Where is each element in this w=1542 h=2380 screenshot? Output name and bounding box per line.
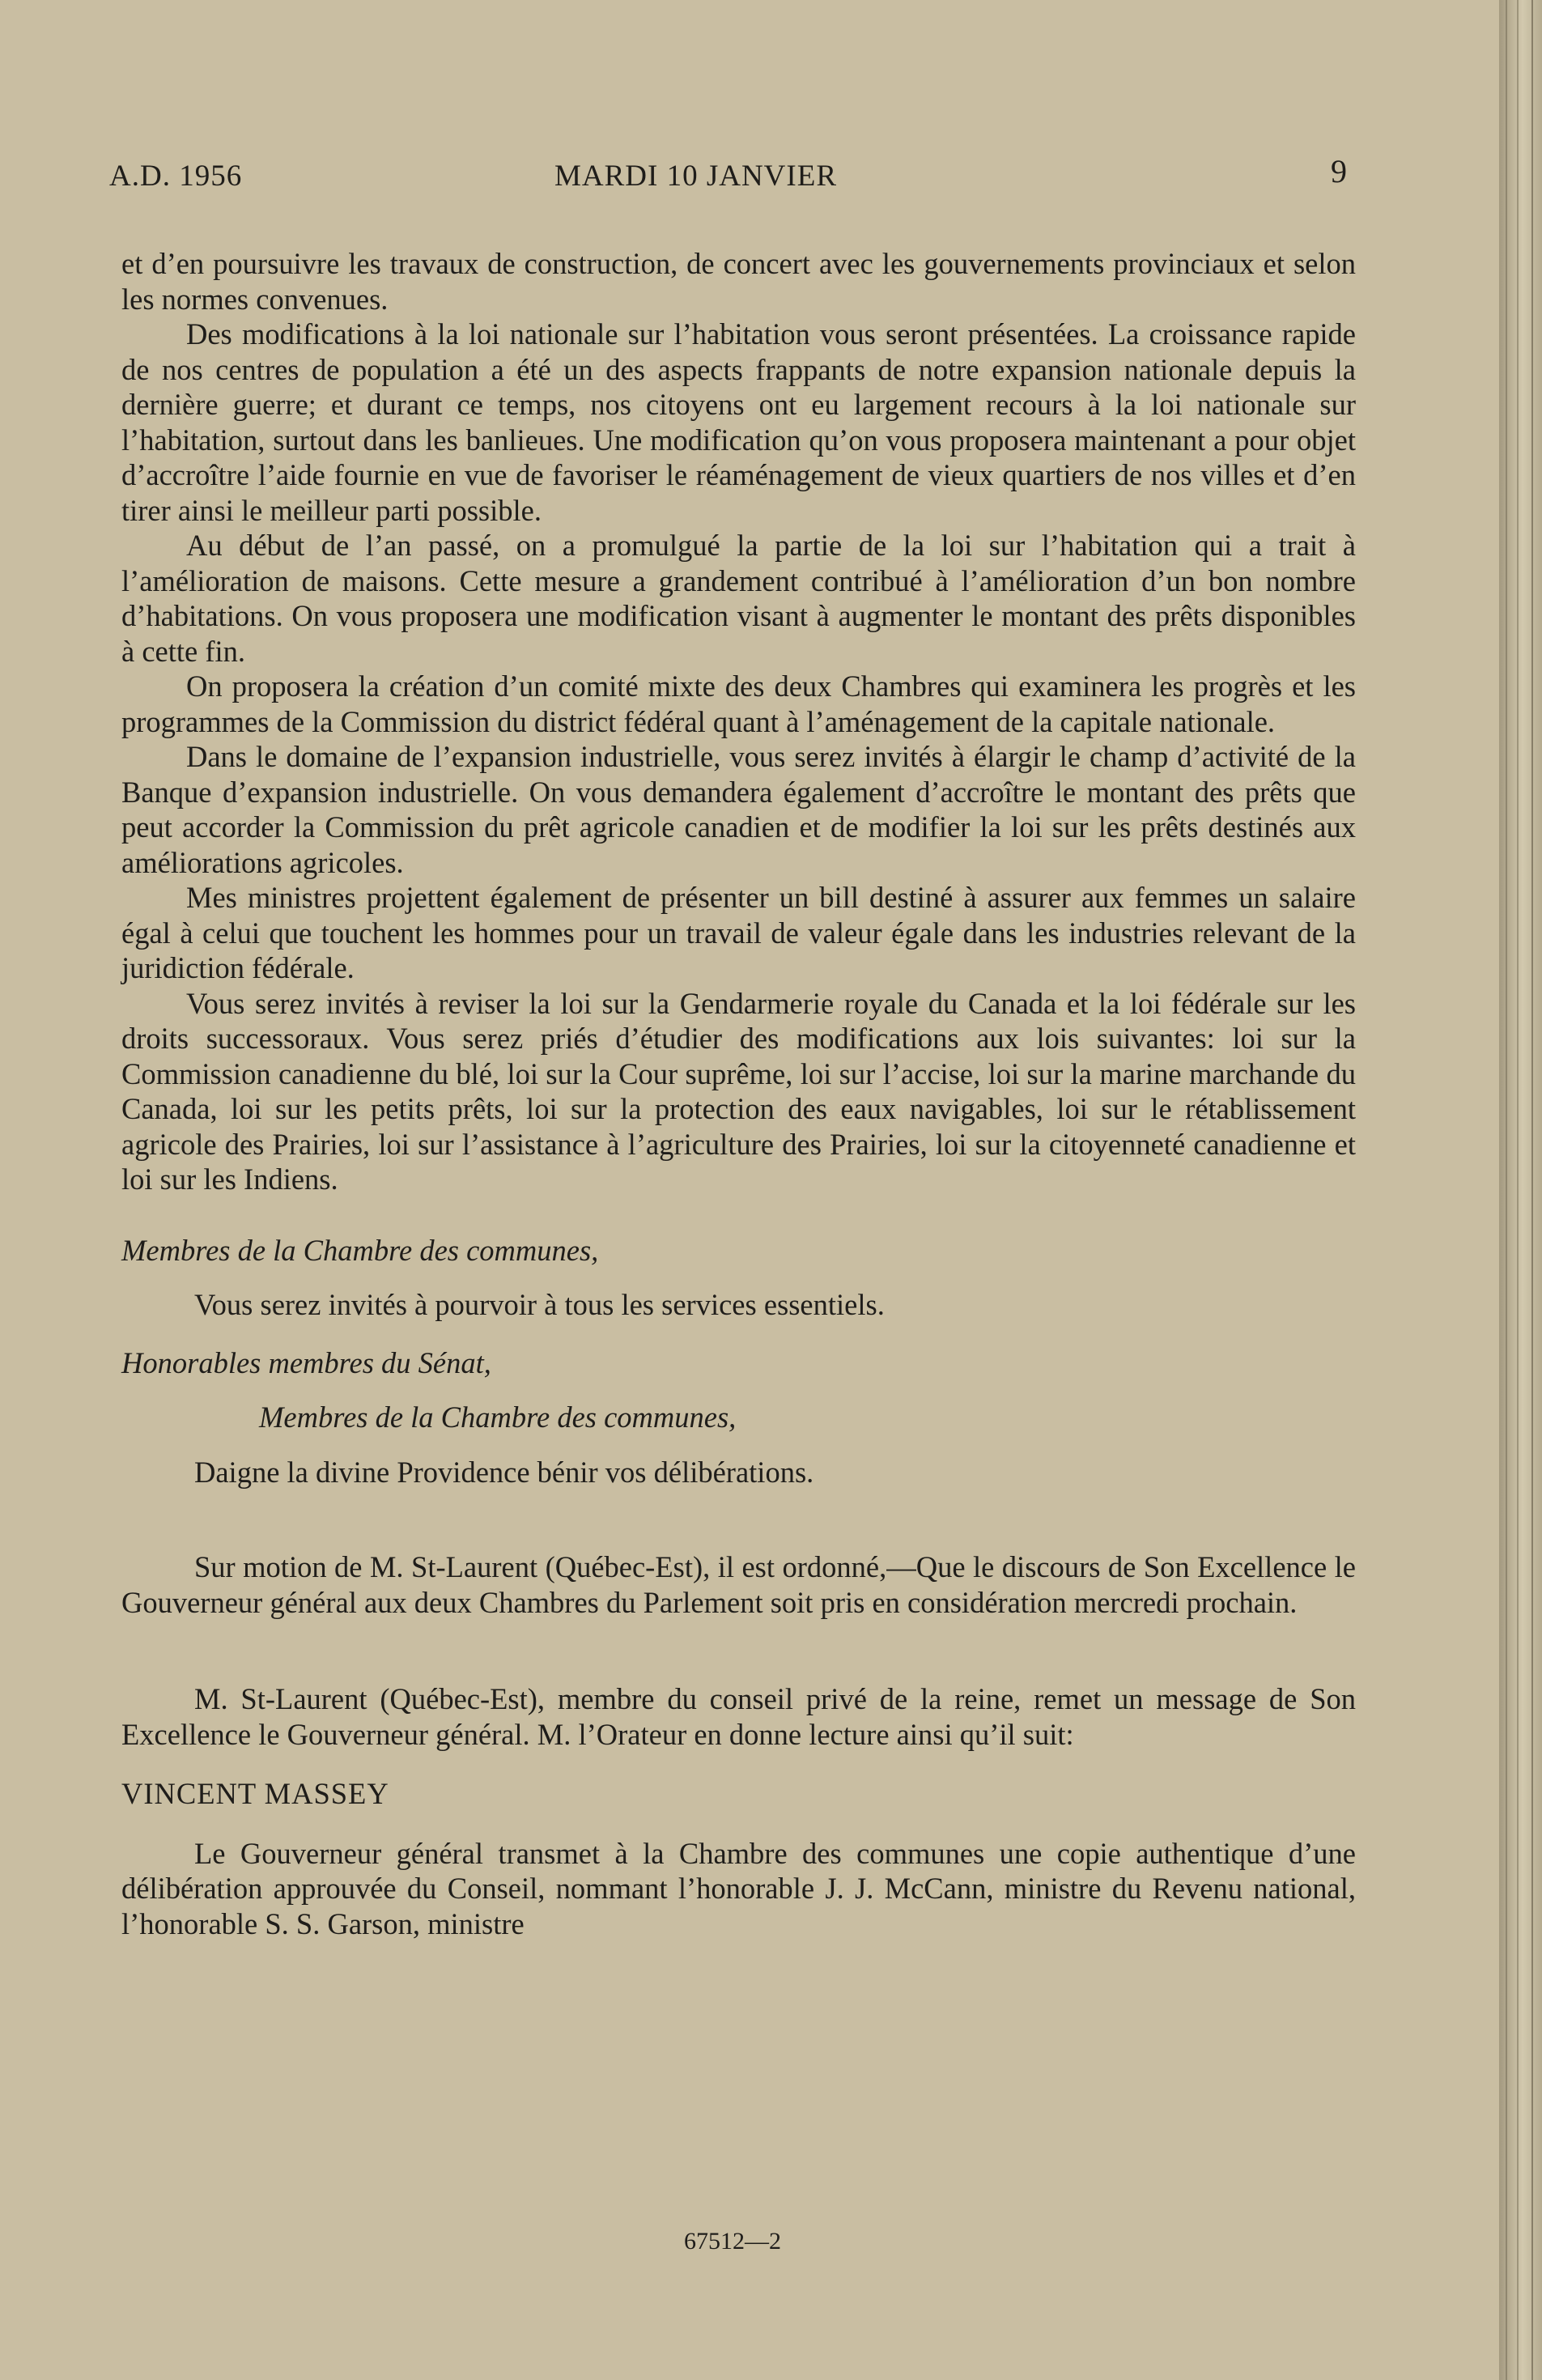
address-services: Vous serez invités à pourvoir à tous les services essentiels.	[194, 1288, 885, 1321]
page-header	[109, 153, 1348, 199]
page-number: 9	[1331, 153, 1348, 189]
motion-paragraph: Sur motion de M. St-Laurent (Québec-Est), il est ordonné,—Que le discours de Son Excellence le Gouverneur général aux deux Chambres du Parlement soit pris en considération mercredi prochain.	[121, 1550, 1356, 1619]
paragraph-housing: Des modifications à la loi nationale sur l’habitation vous seront présentées. La croissance rapide de nos centres de population a été un des aspects frappants de notre expansion nationale depuis la dernière guerre; et durant ce temps, nos citoyens ont eu largement recours à la loi nationale sur l’habitation, surtout dans les banlieues. Une modification qu’on vous proposera maintenant a pour objet d’accroître l’aide fournie en vue de favoriser le réaménagement de vieux quartiers de nos villes et d’en tirer ainsi le meilleur parti possible.	[121, 317, 1356, 527]
address-commons-2: Membres de la Chambre des communes,	[259, 1400, 737, 1434]
address-commons-1: Membres de la Chambre des communes,	[121, 1233, 599, 1267]
paragraph-home-improvement: Au début de l’an passé, on a promulgué la partie de la loi sur l’habitation qui a trait à l’amélioration de maisons. Cette mesure a grandement contribué à l’amélioration d’un bon nombre d’habitations. On vous proposera une modification visant à augmenter le montant des prêts disponibles à cette fin.	[121, 529, 1356, 668]
footer-signature-mark: 67512—2	[684, 2228, 781, 2255]
paragraph-joint-committee: On proposera la création d’un comité mixte des deux Chambres qui examinera les progrès et les programmes de la Commission du district fédéral quant à l’aménagement de la capitale nationale.	[121, 669, 1356, 738]
header-date: MARDI 10 JANVIER	[554, 159, 837, 193]
paragraph-continued: et d’en poursuivre les travaux de construction, de concert avec les gouvernements provinciaux et selon les normes convenues.	[121, 247, 1356, 316]
address-providence: Daigne la divine Providence bénir vos délibérations.	[194, 1455, 814, 1489]
paragraph-equal-pay: Mes ministres projettent également de présenter un bill destiné à assurer aux femmes un salaire égal à celui que touchent les hommes pour un travail de valeur égale dans les industries relevant de la juridiction fédérale.	[121, 881, 1356, 984]
address-senate: Honorables membres du Sénat,	[121, 1345, 491, 1379]
signature: VINCENT MASSEY	[121, 1777, 389, 1810]
document-body	[121, 246, 1356, 1941]
book-spine-edge	[1499, 0, 1542, 2380]
message-text: Le Gouverneur général transmet à la Chambre des communes une copie authentique d’une délibération approuvée du Conseil, nommant l’honorable J. J. McCann, ministre du Revenu national, l’honorable S. S. Garson, ministre	[121, 1836, 1356, 1940]
message-intro: M. St-Laurent (Québec-Est), membre du conseil privé de la reine, remet un message de Son Excellence le Gouverneur général. M. l’Orateur en donne lecture ainsi qu’il suit:	[121, 1682, 1356, 1751]
paragraph-legislation-list: Vous serez invités à reviser la loi sur la Gendarmerie royale du Canada et la loi fédérale sur les droits successoraux. Vous serez priés d’étudier des modifications aux lois suivantes: loi sur la Commission canadienne du blé, loi sur la Cour suprême, loi sur l’accise, loi sur la marine marchande du Canada, loi sur les petits prêts, loi sur la protection des eaux navigables, loi sur le rétablissement agricole des Prairies, loi sur l’assistance à l’agriculture des Prairies, loi sur la citoyenneté canadienne et loi sur les Indiens.	[121, 986, 1356, 1196]
paragraph-industrial-expansion: Dans le domaine de l’expansion industrielle, vous serez invités à élargir le champ d’activité de la Banque d’expansion industrielle. On vous demandera également d’accroître le montant des prêts que peut accorder la Commission du prêt agricole canadien et de modifier la loi sur les prêts destinés aux améliorations agricoles.	[121, 740, 1356, 879]
header-year: A.D. 1956	[109, 159, 243, 193]
